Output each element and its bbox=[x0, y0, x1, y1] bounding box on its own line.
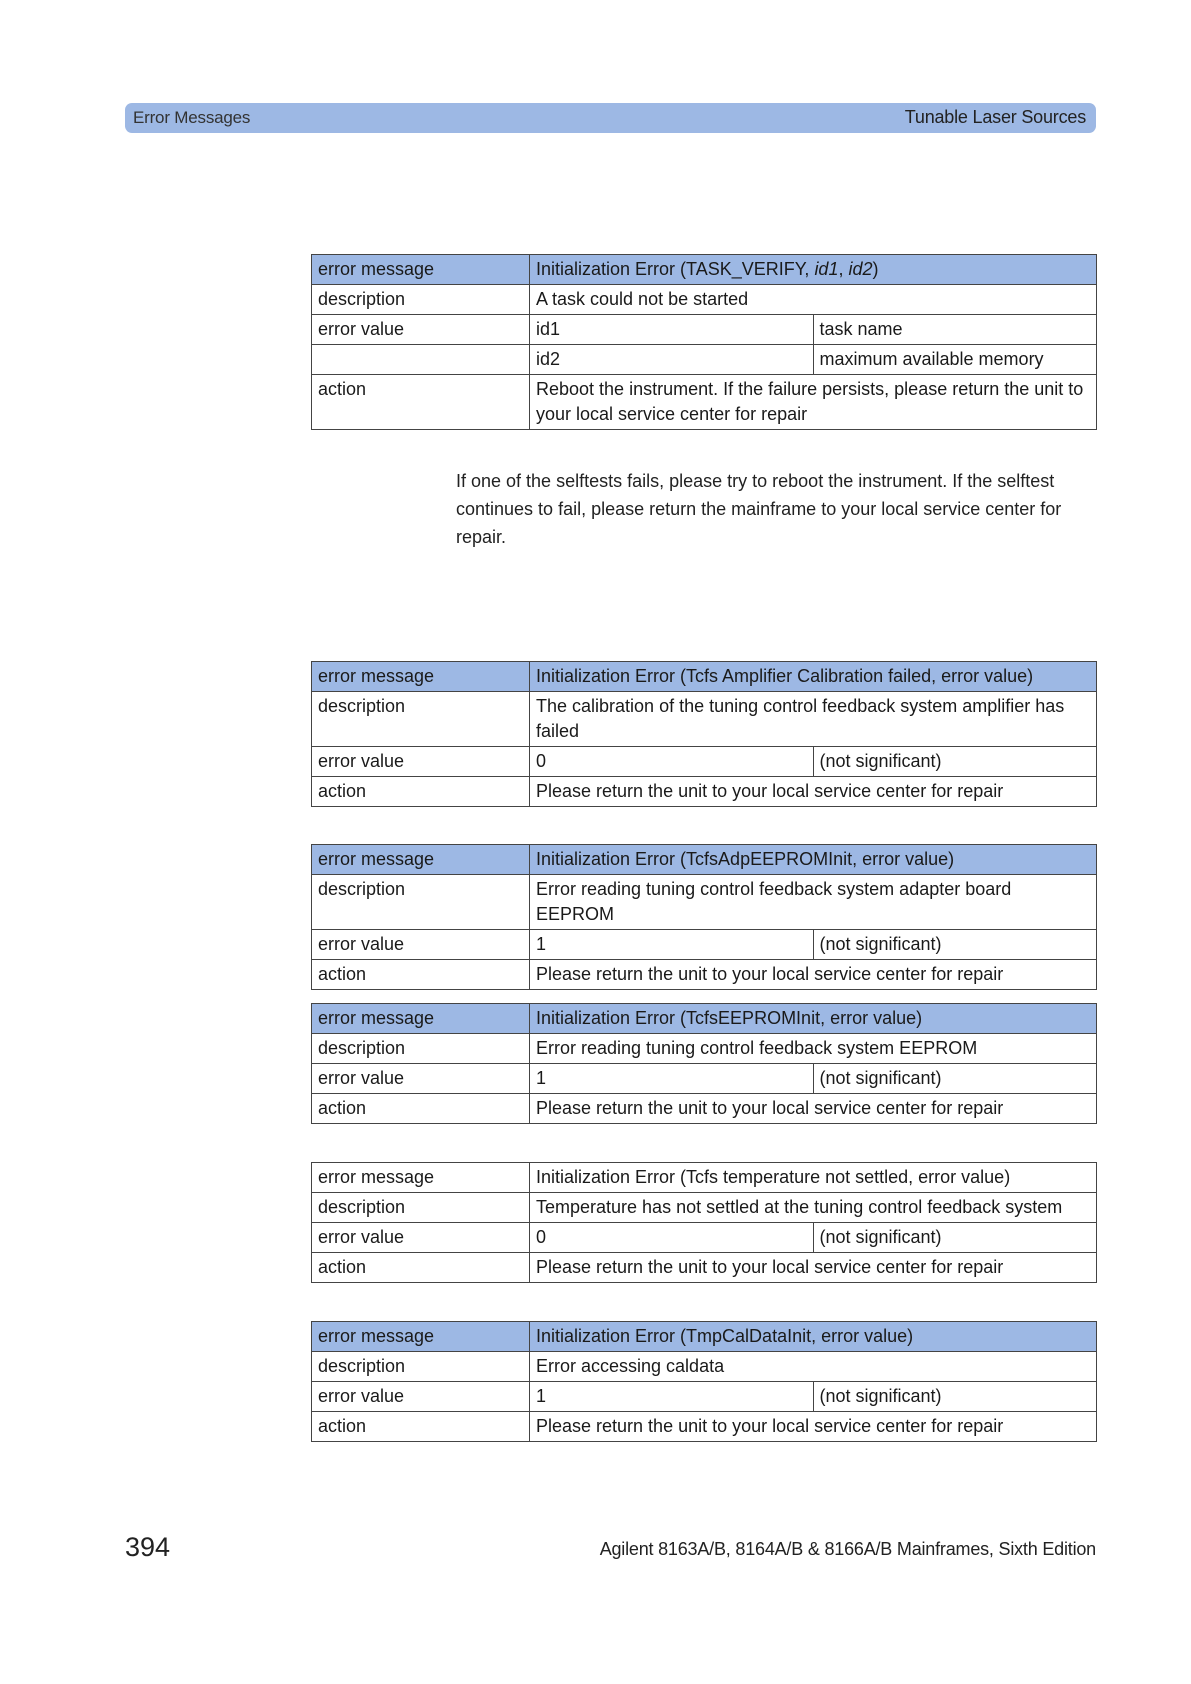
table-row bbox=[312, 315, 1097, 345]
error-table-tcfs-adp-eeprom bbox=[311, 844, 1097, 990]
error-value-code: 0 bbox=[530, 1223, 814, 1253]
table-row bbox=[312, 960, 1097, 990]
table-row bbox=[312, 1322, 1097, 1352]
label-empty bbox=[312, 345, 530, 375]
error-value-code: 0 bbox=[530, 747, 814, 777]
table-row bbox=[312, 255, 1097, 285]
label-action: action bbox=[312, 375, 530, 430]
table-row bbox=[312, 345, 1097, 375]
table-row bbox=[312, 1193, 1097, 1223]
table-row bbox=[312, 1352, 1097, 1382]
label-description: description bbox=[312, 1193, 530, 1223]
action-value: Please return the unit to your local service center for repair bbox=[530, 1094, 1097, 1124]
table-row bbox=[312, 1253, 1097, 1283]
footer-document-title: Agilent 8163A/B, 8164A/B & 8166A/B Mainframes, Sixth Edition bbox=[599, 1539, 1096, 1559]
error-table-tmp-cal-data bbox=[311, 1321, 1097, 1442]
table-row bbox=[312, 930, 1097, 960]
label-error-message: error message bbox=[312, 1163, 530, 1193]
label-description: description bbox=[312, 1352, 530, 1382]
description-value: Error accessing caldata bbox=[530, 1352, 1097, 1382]
action-value: Please return the unit to your local service center for repair bbox=[530, 960, 1097, 990]
label-error-message: error message bbox=[312, 255, 530, 285]
page-number: 394 bbox=[125, 1532, 171, 1562]
error-value-meaning: (not significant) bbox=[813, 1064, 1097, 1094]
error-message-value: Initialization Error (TcfsAdpEEPROMInit, error value) bbox=[530, 845, 1097, 875]
table-row bbox=[312, 1412, 1097, 1442]
table-row bbox=[312, 692, 1097, 747]
table-row bbox=[312, 375, 1097, 430]
label-error-message: error message bbox=[312, 1322, 530, 1352]
table-row bbox=[312, 1064, 1097, 1094]
label-error-message: error message bbox=[312, 845, 530, 875]
table-row bbox=[312, 1004, 1097, 1034]
error-table-tcfs-amplifier bbox=[311, 661, 1097, 807]
error-value-code: id2 bbox=[530, 345, 814, 375]
action-value: Please return the unit to your local service center for repair bbox=[530, 777, 1097, 807]
label-action: action bbox=[312, 1094, 530, 1124]
table-row bbox=[312, 1223, 1097, 1253]
label-action: action bbox=[312, 1253, 530, 1283]
label-description: description bbox=[312, 692, 530, 747]
table-row bbox=[312, 1382, 1097, 1412]
label-description: description bbox=[312, 1034, 530, 1064]
table-row bbox=[312, 1163, 1097, 1193]
description-value: Temperature has not settled at the tuning control feedback system bbox=[530, 1193, 1097, 1223]
table-row bbox=[312, 875, 1097, 930]
error-message-value: Initialization Error (TASK_VERIFY, id1, id2) bbox=[530, 255, 1097, 285]
label-error-value: error value bbox=[312, 930, 530, 960]
label-error-message: error message bbox=[312, 1004, 530, 1034]
description-value: The calibration of the tuning control feedback system amplifier has failed bbox=[530, 692, 1097, 747]
label-error-value: error value bbox=[312, 1064, 530, 1094]
table-row bbox=[312, 662, 1097, 692]
description-value: Error reading tuning control feedback system adapter board EEPROM bbox=[530, 875, 1097, 930]
table-row bbox=[312, 1034, 1097, 1064]
table-row bbox=[312, 285, 1097, 315]
selftest-note: If one of the selftests fails, please try to reboot the instrument. If the selftest continues to fail, please return the mainframe to your local service center for repair. bbox=[456, 471, 1062, 547]
error-value-meaning: (not significant) bbox=[813, 930, 1097, 960]
label-error-value: error value bbox=[312, 315, 530, 345]
error-value-code: 1 bbox=[530, 930, 814, 960]
error-value-meaning: (not significant) bbox=[813, 1382, 1097, 1412]
error-value-code: 1 bbox=[530, 1382, 814, 1412]
table-row bbox=[312, 747, 1097, 777]
label-error-value: error value bbox=[312, 1382, 530, 1412]
error-message-value: Initialization Error (Tcfs temperature not settled, error value) bbox=[530, 1163, 1097, 1193]
error-message-value: Initialization Error (Tcfs Amplifier Calibration failed, error value) bbox=[530, 662, 1097, 692]
error-value-meaning: maximum available memory bbox=[813, 345, 1097, 375]
error-table-task-verify bbox=[311, 254, 1097, 430]
header-section-title: Error Messages bbox=[133, 108, 251, 127]
label-action: action bbox=[312, 1412, 530, 1442]
action-value: Please return the unit to your local service center for repair bbox=[530, 1253, 1097, 1283]
action-value: Please return the unit to your local service center for repair bbox=[530, 1412, 1097, 1442]
error-table-tcfs-eeprom bbox=[311, 1003, 1097, 1124]
error-message-value: Initialization Error (TmpCalDataInit, error value) bbox=[530, 1322, 1097, 1352]
label-error-message: error message bbox=[312, 662, 530, 692]
table-row bbox=[312, 845, 1097, 875]
table-row bbox=[312, 1094, 1097, 1124]
error-message-value: Initialization Error (TcfsEEPROMInit, error value) bbox=[530, 1004, 1097, 1034]
header-chapter-title: Tunable Laser Sources bbox=[904, 107, 1086, 127]
error-value-meaning: (not significant) bbox=[813, 1223, 1097, 1253]
table-row bbox=[312, 777, 1097, 807]
label-action: action bbox=[312, 777, 530, 807]
error-value-meaning: task name bbox=[813, 315, 1097, 345]
error-value-code: id1 bbox=[530, 315, 814, 345]
error-table-tcfs-temperature bbox=[311, 1162, 1097, 1283]
error-value-meaning: (not significant) bbox=[813, 747, 1097, 777]
label-description: description bbox=[312, 875, 530, 930]
error-value-code: 1 bbox=[530, 1064, 814, 1094]
description-value: A task could not be started bbox=[530, 285, 1097, 315]
description-value: Error reading tuning control feedback system EEPROM bbox=[530, 1034, 1097, 1064]
label-error-value: error value bbox=[312, 1223, 530, 1253]
label-action: action bbox=[312, 960, 530, 990]
running-header bbox=[125, 103, 1096, 133]
label-description: description bbox=[312, 285, 530, 315]
label-error-value: error value bbox=[312, 747, 530, 777]
action-value: Reboot the instrument. If the failure persists, please return the unit to your local service center for repair bbox=[530, 375, 1097, 430]
